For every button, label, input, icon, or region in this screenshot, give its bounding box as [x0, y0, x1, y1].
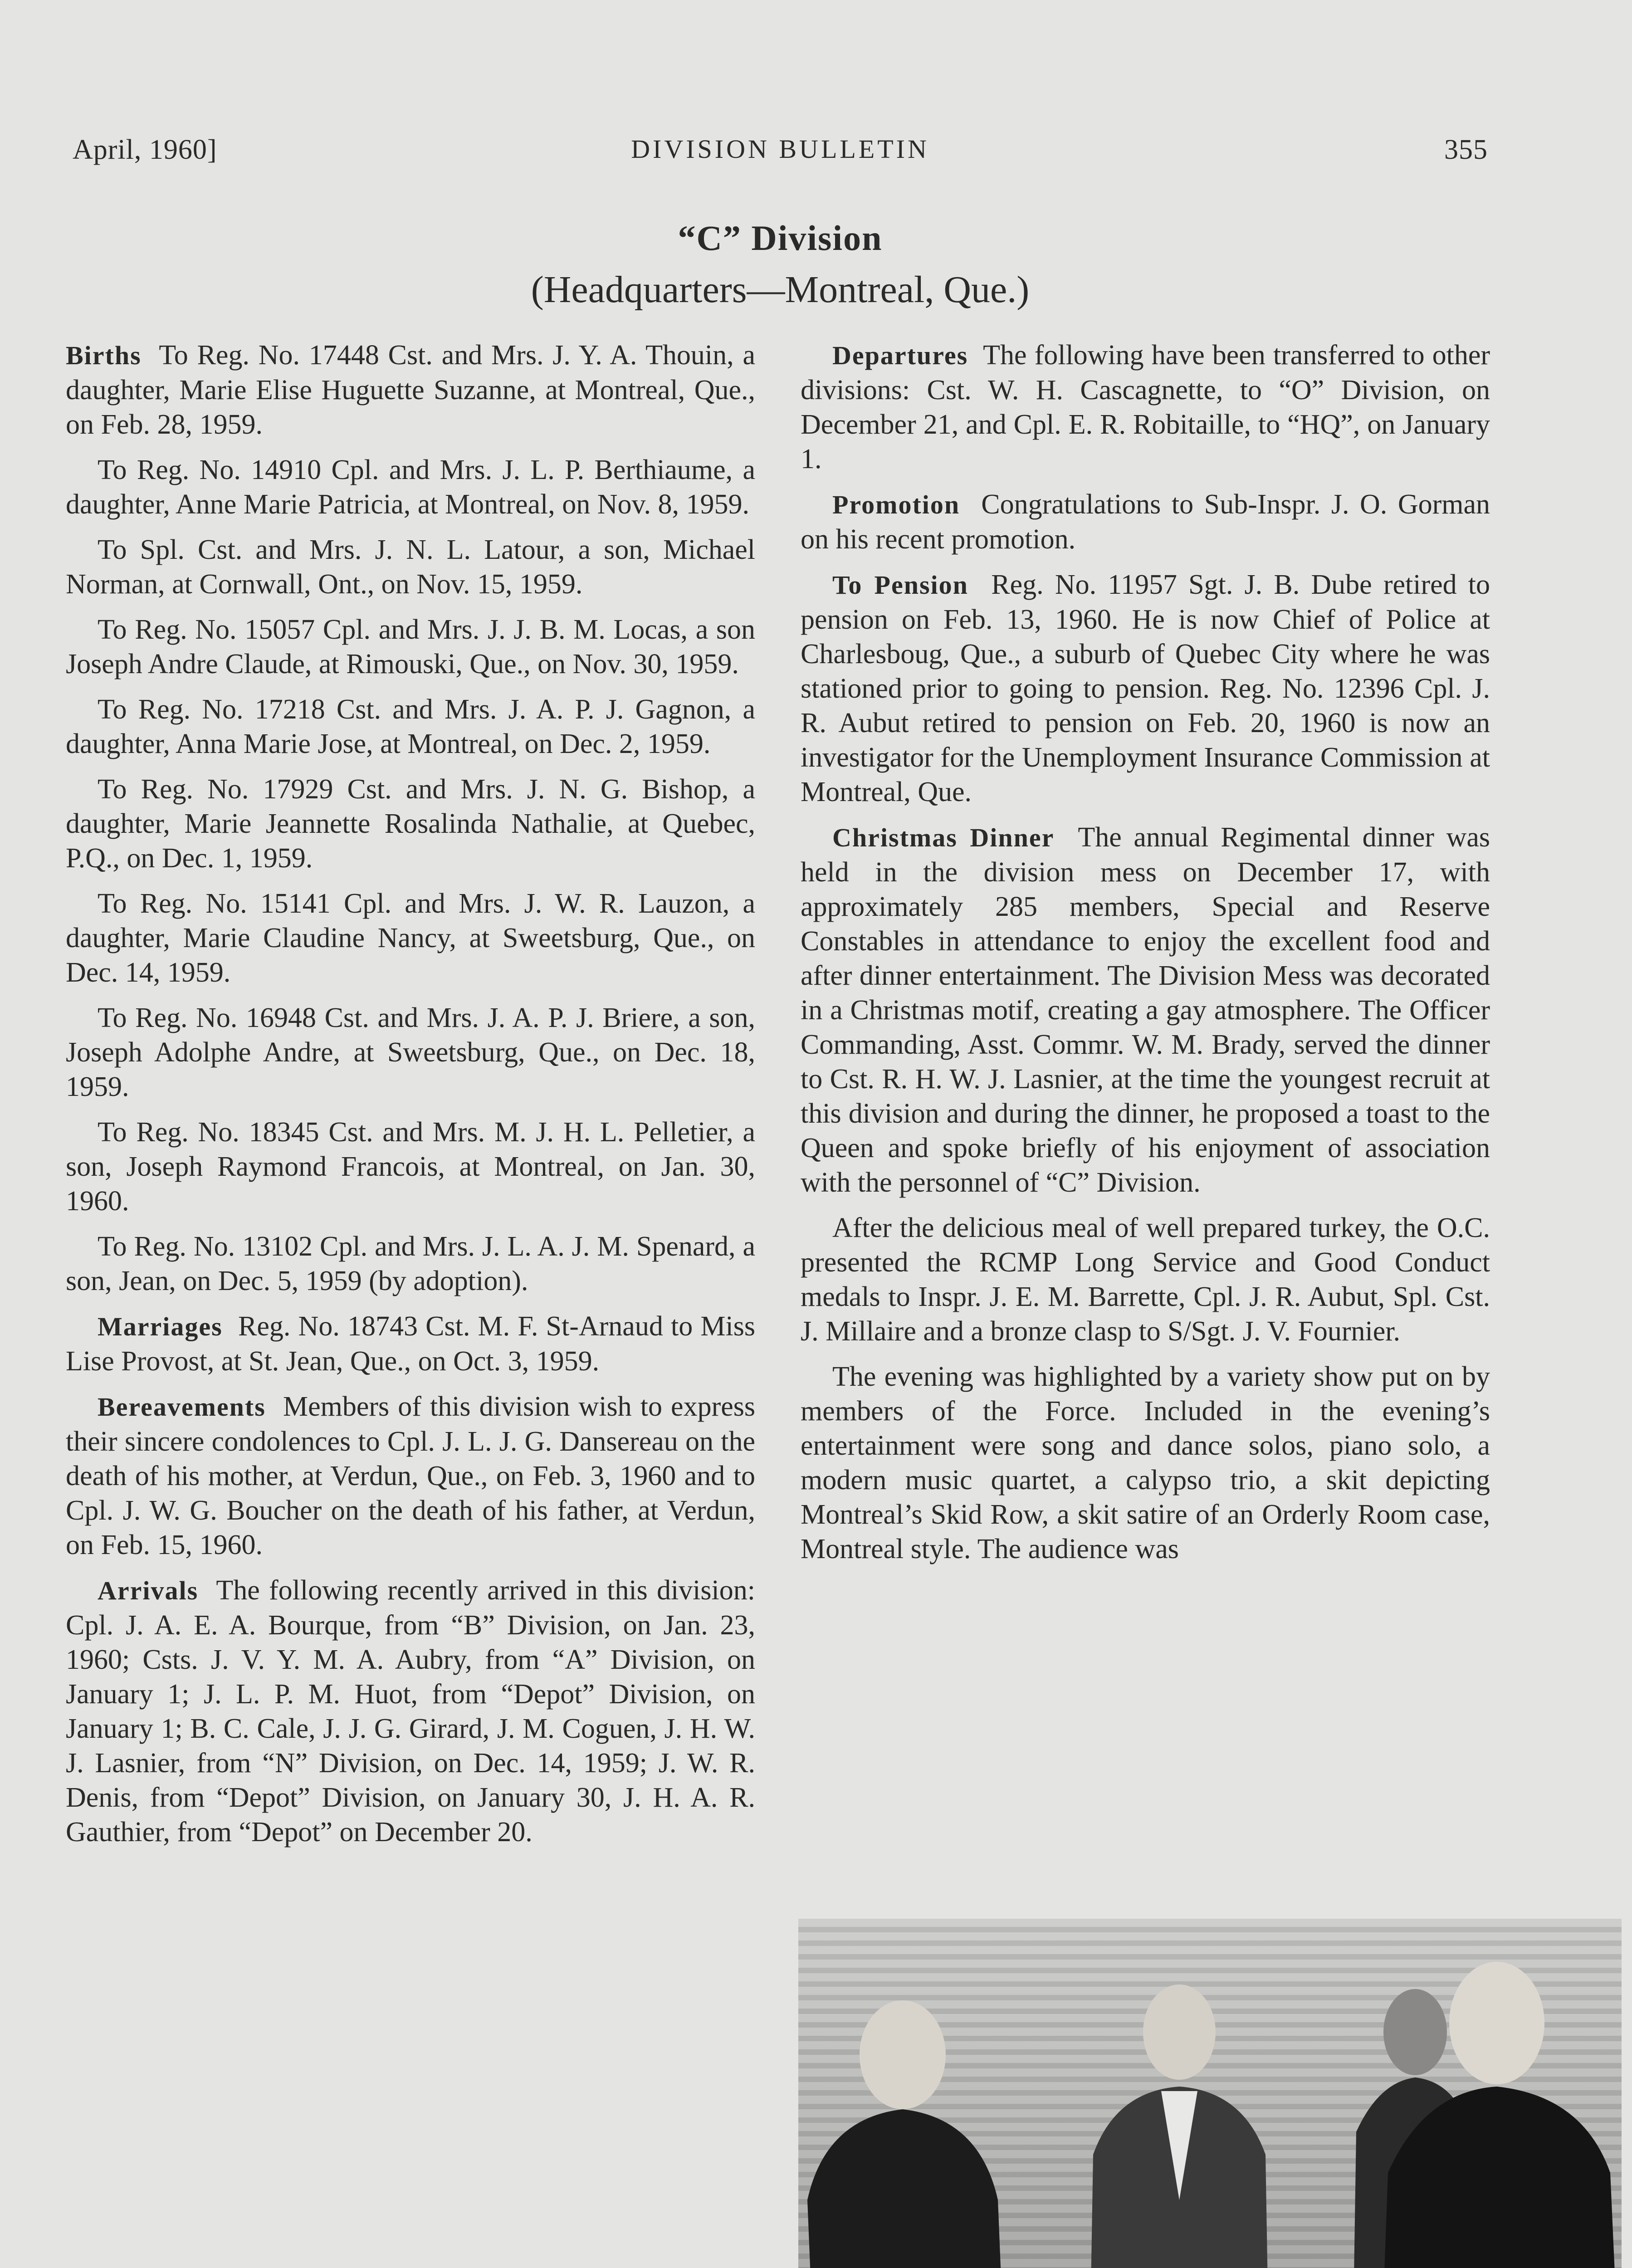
left-officer-uniform: [807, 2109, 1007, 2268]
births-entry: Births To Reg. No. 17448 Cst. and Mrs. J. Y. A. Thouin, a daughter, Marie Elise Huguette Suzanne, at Montreal, Que., on Feb. 28, 1959.: [66, 340, 755, 440]
promotion-heading: Promotion: [832, 490, 960, 519]
births-entry: To Reg. No. 14910 Cpl. and Mrs. J. L. P. Berthiaume, a daughter, Anne Marie Patricia, at Montreal, on Nov. 8, 1959.: [66, 455, 755, 520]
meal-paragraph: After the delicious meal of well prepared turkey, the O.C. presented the RCMP Long Service and Good Conduct medals to Inspr. J. E. M. Barrette, Cpl. J. R. Aubut, Spl. Cst. J. Millaire and a bronze clasp to S/Sgt. J. V. Fournier.: [801, 1212, 1490, 1347]
right-man-head: [1449, 1962, 1544, 2084]
right-column: [801, 338, 1490, 1844]
births-heading: Births: [66, 341, 142, 370]
births-entry: To Reg. No. 17929 Cst. and Mrs. J. N. G. Bishop, a daughter, Marie Jeannette Rosalinda Nathalie, at Quebec, P.Q., on Dec. 1, 1959.: [66, 774, 755, 874]
page-number: 355: [1444, 134, 1488, 165]
bereavements-paragraph: Bereavements Members of this division wish to express their sincere condolences to Cpl. J. L. J. G. Dansereau on the death of his mother, at Verdun, Que., on Feb. 3, 1960 and to Cpl. J. W. G. Boucher on the death of his father, at Verdun, on Feb. 15, 1960.: [66, 1391, 755, 1560]
christmas-paragraph: Christmas Dinner The annual Regimental dinner was held in the division mess on December 17, with approximately 285 members, Special and Reserve Constables in attendance to enjoy the excellent food and after dinner entertainment. The Division Mess was decorated in a Christmas motif, creating a gay atmosphere. The Officer Commanding, Asst. Commr. W. M. Brady, served the dinner to Cst. R. H. W. J. Lasnier, at the time the youngest recruit at this division and during the dinner, he proposed a toast to the Queen and spoke briefly of his enjoyment of association with the personnel of “C” Division.: [801, 822, 1490, 1198]
swearing-in-photo: [798, 1919, 1622, 2268]
departures-heading: Departures: [832, 341, 968, 370]
arrivals-paragraph: Arrivals The following recently arrived in this division: Cpl. J. A. E. A. Bourque, from “B” Division, on Jan. 23, 1960; Csts. J. V. Y. M. A. Aubry, from “A” Division, on January 1; J. L. P. M. Huot, from “Depot” Division, on January 1; B. C. Cale, J. J. G. Girard, J. M. Coguen, J. H. W. J. Lasnier, from “N” Division, on Dec. 14, 1959; J. W. R. Denis, from “Depot” Division, on January 30, J. H. A. R. Gauthier, from “Depot” on December 20.: [66, 1575, 755, 1848]
arrivals-heading: Arrivals: [98, 1576, 199, 1605]
article-title: “C” Division: [678, 218, 883, 258]
births-entry: To Reg. No. 18345 Cst. and Mrs. M. J. H. L. Pelletier, a son, Joseph Raymond Francois, at Montreal, on Jan. 30, 1960.: [66, 1117, 755, 1217]
christmas-heading: Christmas Dinner: [832, 823, 1055, 852]
running-header: [73, 134, 1488, 175]
photo-figures: [798, 1919, 1622, 2268]
background-figure-head: [1383, 1989, 1447, 2075]
evening-paragraph: The evening was highlighted by a variety show put on by members of the Force. Included in the evening’s entertainment were song and dance solos, piano solo, a modern music quartet, a calypso trio, a skit depicting Montreal’s Skid Row, a skit satire of an Orderly Room case, Montreal style. The audience was: [801, 1361, 1490, 1564]
issue-date: April, 1960]: [73, 134, 217, 165]
pension-paragraph: To Pension Reg. No. 11957 Sgt. J. B. Dube retired to pension on Feb. 13, 1960. He is now Chief of Police at Charlesboug, Que., a suburb of Quebec City where he was stationed prior to going to pension. Reg. No. 12396 Cpl. J. R. Aubut retired to pension on Feb. 20, 1960 is now an investigator for the Unemployment Insurance Commission at Montreal, Que.: [801, 569, 1490, 807]
marriages-paragraph: Marriages Reg. No. 18743 Cst. M. F. St-Arnaud to Miss Lise Provost, at St. Jean, Que., on Oct. 3, 1959.: [66, 1311, 755, 1377]
births-entry: To Spl. Cst. and Mrs. J. N. L. Latour, a son, Michael Norman, at Cornwall, Ont., on Nov. 15, 1959.: [66, 534, 755, 600]
pension-heading: To Pension: [832, 570, 968, 600]
births-entry: To Reg. No. 15141 Cpl. and Mrs. J. W. R. Lauzon, a daughter, Marie Claudine Nancy, at Sweetsburg, Que., on Dec. 14, 1959.: [66, 888, 755, 988]
births-entry: To Reg. No. 17218 Cst. and Mrs. J. A. P. J. Gagnon, a daughter, Anna Marie Jose, at Montreal, on Dec. 2, 1959.: [66, 694, 755, 759]
left-officer-head: [860, 2000, 946, 2109]
center-man-head: [1143, 1984, 1216, 2080]
bereavements-heading: Bereavements: [98, 1392, 266, 1422]
marriages-heading: Marriages: [98, 1312, 223, 1341]
departures-paragraph: Departures The following have been transferred to other divisions: Cst. W. H. Cascagnette, to “O” Division, on December 21, and Cpl. E. R. Robitaille, to “HQ”, on January 1.: [801, 340, 1490, 474]
births-entry: To Reg. No. 15057 Cpl. and Mrs. J. J. B. M. Locas, a son Joseph Andre Claude, at Rimouski, Que., on Nov. 30, 1959.: [66, 614, 755, 679]
left-column: [66, 338, 755, 1860]
births-entry: To Reg. No. 16948 Cst. and Mrs. J. A. P. J. Briere, a son, Joseph Adolphe Andre, at Sweetsburg, Que., on Dec. 18, 1959.: [66, 1002, 755, 1102]
promotion-paragraph: Promotion Congratulations to Sub-Inspr. J. O. Gorman on his recent promotion.: [801, 489, 1490, 555]
article-subtitle: (Headquarters—Montreal, Que.): [531, 269, 1030, 311]
publication-name: DIVISION BULLETIN: [631, 134, 929, 164]
births-entry: To Reg. No. 13102 Cpl. and Mrs. J. L. A. J. M. Spenard, a son, Jean, on Dec. 5, 1959 (by adoption).: [66, 1231, 755, 1296]
